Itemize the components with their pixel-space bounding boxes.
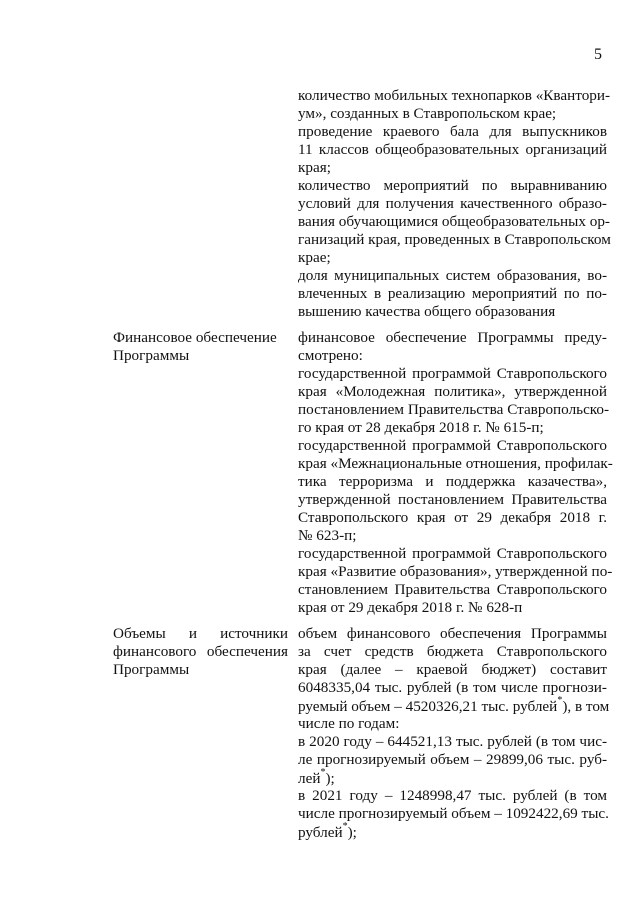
text-line: № 623-п; bbox=[298, 527, 357, 544]
text-line: государственной программой Ставропольского bbox=[298, 437, 607, 454]
text-line: вышению качества общего образования bbox=[298, 303, 556, 320]
text-line: становлением Правительства Ставропольского bbox=[298, 581, 607, 598]
text-line: вания обучающимися общеобразовательных ор- bbox=[298, 213, 610, 230]
label-line: Финансовое обеспечение bbox=[113, 329, 277, 346]
text-line: тика терроризма и поддержка казачества», bbox=[298, 473, 607, 490]
text-line: постановлением Правительства Ставропольско- bbox=[298, 401, 610, 418]
text-line: края «Развитие образования», утвержденной по- bbox=[298, 563, 613, 580]
text-line: крае; bbox=[298, 249, 331, 266]
text-line: ум», созданных в Ставропольском крае; bbox=[298, 105, 557, 122]
text-line: ле прогнозируемый объем – 29899,06 тыс. руб- bbox=[298, 751, 607, 768]
text-line: рублей*); bbox=[298, 821, 357, 842]
text-line: ганизаций края, проведенных в Ставропольском bbox=[298, 231, 611, 248]
label-line: финансового обеспечения bbox=[113, 643, 288, 660]
text-line: края от 29 декабря 2018 г. № 628-п bbox=[298, 599, 523, 616]
label-line: Объемы и источники bbox=[113, 625, 288, 642]
text-line: Ставропольского края от 29 декабря 2018 г. bbox=[298, 509, 607, 526]
text-line: края (далее – краевой бюджет) составит bbox=[298, 661, 607, 678]
text-line: утвержденной постановлением Правительства bbox=[298, 491, 607, 508]
text-line: влеченных в реализацию мероприятий по по- bbox=[298, 285, 607, 302]
text-line: в 2020 году – 644521,13 тыс. рублей (в том чис- bbox=[298, 733, 607, 750]
text-line: количество мобильных технопарков «Квантори- bbox=[298, 87, 611, 104]
text-line: государственной программой Ставропольского bbox=[298, 545, 607, 562]
text-line: края «Молодежная политика», утвержденной bbox=[298, 383, 607, 400]
text-line: края; bbox=[298, 159, 331, 176]
text-line: за счет средств бюджета Ставропольского bbox=[298, 643, 607, 660]
text-line: доля муниципальных систем образования, во- bbox=[298, 267, 607, 284]
text-line: числе по годам: bbox=[298, 715, 400, 732]
text-line: края «Межнациональные отношения, профилак- bbox=[298, 455, 613, 472]
label-line: Программы bbox=[113, 661, 190, 678]
text-line: 11 классов общеобразовательных организаций bbox=[298, 141, 607, 158]
text-line: проведение краевого бала для выпускников bbox=[298, 123, 607, 140]
text-line: объем финансового обеспечения Программы bbox=[298, 625, 607, 642]
text-line: числе прогнозируемый объем – 1092422,69 тыс. bbox=[298, 805, 609, 822]
text-line: руемый объем – 4520326,21 тыс. рублей*), в том bbox=[298, 695, 610, 716]
text-line: государственной программой Ставропольского bbox=[298, 365, 607, 382]
text-line: в 2021 году – 1248998,47 тыс. рублей (в том bbox=[298, 787, 607, 804]
text-line: финансовое обеспечение Программы преду- bbox=[298, 329, 607, 346]
text-line: 6048335,04 тыс. рублей (в том числе прогнози- bbox=[298, 679, 607, 696]
text-line: количество мероприятий по выравниванию bbox=[298, 177, 607, 194]
text-line: лей*); bbox=[298, 767, 335, 788]
page-number: 5 bbox=[594, 46, 602, 63]
label-line: Программы bbox=[113, 347, 190, 364]
text-line: смотрено: bbox=[298, 347, 363, 364]
text-line: условий для получения качественного образо- bbox=[298, 195, 607, 212]
text-line: го края от 28 декабря 2018 г. № 615-п; bbox=[298, 419, 544, 436]
